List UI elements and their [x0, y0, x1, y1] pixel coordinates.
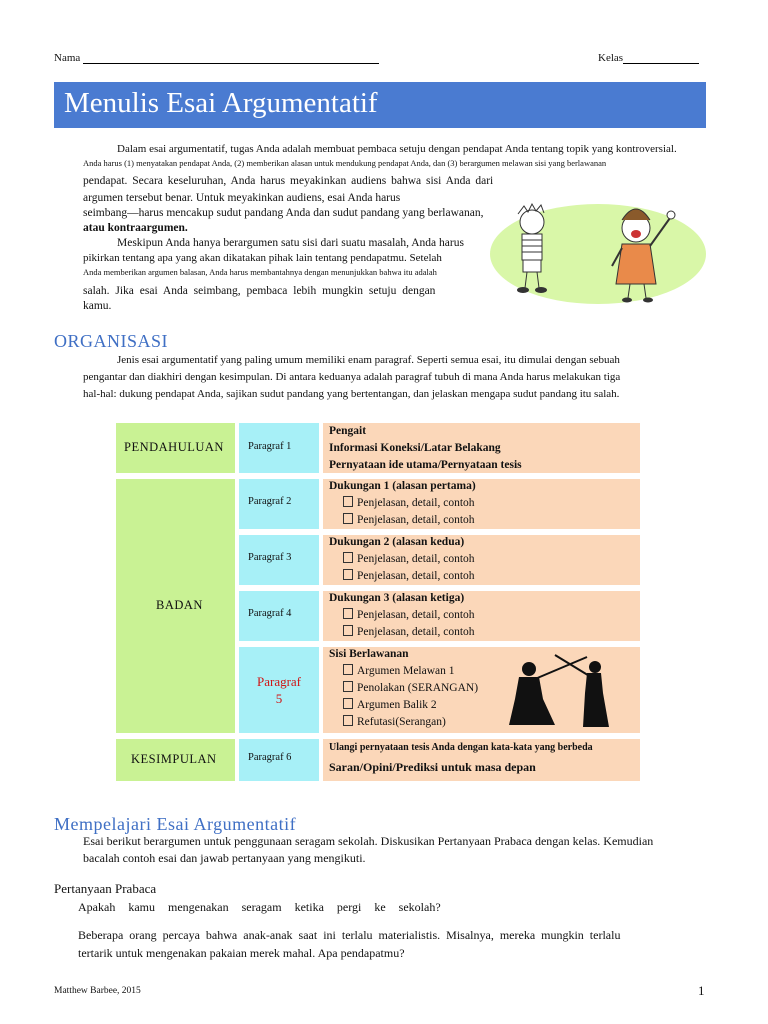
name-field [54, 52, 379, 64]
prereading-question-2a: Beberapa orang percaya bahwa anak-anak saat ini terlalu materialistis. Misalnya, mereka mungkin terlalu [78, 928, 621, 942]
footer-author: Matthew Barbee, 2015 [54, 986, 141, 996]
para-4-title: Dukungan 3 (alasan ketiga) [329, 592, 465, 604]
para-1-cell [239, 423, 319, 473]
checkbox-icon [343, 715, 353, 726]
para-5-bullet-2: Penolakan (SERANGAN) [343, 680, 478, 697]
study-heading: Mempelajari Esai Argumentatif [54, 814, 297, 834]
organisasi-line-3: hal-hal: dukung pendapat Anda, sajikan sudut pandang yang bertentangan, dan jelaskan mengapa sudut pandang itu salah. [83, 388, 620, 400]
checkbox-icon [343, 569, 353, 580]
para-4-content [323, 591, 640, 641]
checkbox-icon [343, 698, 353, 709]
para-5-title: Sisi Berlawanan [329, 648, 409, 660]
prereading-heading: Pertanyaan Prabaca [54, 881, 157, 896]
para-1-line-2: Informasi Koneksi/Latar Belakang [329, 442, 501, 454]
para-4-bullet-1: Penjelasan, detail, contoh [343, 607, 475, 624]
checkbox-icon [343, 552, 353, 563]
para-2-label: Paragraf 2 [248, 496, 292, 507]
intro-line-3: pendapat. Secara keseluruhan, Anda harus meyakinkan audiens bahwa sisi Anda dari [83, 175, 494, 187]
para-5-bullet-1: Argumen Melawan 1 [343, 663, 455, 680]
organisasi-line-2: pengantar dan diakhiri dengan kesimpulan. Di antara keduanya adalah paragraf tubuh di mana Anda harus melakukan tiga [83, 371, 621, 383]
checkbox-icon [343, 608, 353, 619]
checkbox-icon [343, 625, 353, 636]
checkbox-icon [343, 681, 353, 692]
para-1-content [323, 423, 640, 473]
para-5-bullet-3: Argumen Balik 2 [343, 697, 437, 714]
class-field [598, 52, 699, 64]
para-3-bullet-2: Penjelasan, detail, contoh [343, 568, 475, 585]
para-5-label [239, 673, 319, 707]
para-3-cell [239, 535, 319, 585]
para-1-line-1: Pengait [329, 425, 367, 437]
para-3-label: Paragraf 3 [248, 552, 292, 563]
page-number: 1 [698, 983, 705, 998]
intro-line-6: atau kontraargumen. [83, 222, 188, 234]
para-5-bullet-4: Refutasi(Serangan) [343, 714, 446, 731]
prereading-question-1: Apakah kamu mengenakan seragam ketika pergi ke sekolah? [78, 900, 441, 914]
intro-line-8: pikirkan tentang apa yang akan dikatakan pihak lain tentang pendapatmu. Setelah [83, 252, 442, 264]
intro-line-2: Anda harus (1) menyatakan pendapat Anda, (2) memberikan alasan untuk mendukung pendapat Anda, dan (3) berargumen melawan sisi yang berlawanan [83, 158, 607, 168]
section-conclusion-label: KESIMPULAN [131, 752, 217, 766]
name-label: Nama [54, 52, 81, 64]
study-line-2: bacalah contoh esai dan jawab pertanyaan yang mengikuti. [83, 851, 366, 865]
section-intro-label: PENDAHULUAN [124, 440, 224, 454]
para-3-bullet-1: Penjelasan, detail, contoh [343, 551, 475, 568]
study-line-1: Esai berikut berargumen untuk penggunaan seragam sekolah. Diskusikan Pertanyaan Prabaca dengan kelas. Kemudian [83, 834, 654, 848]
para-6-line-1: Ulangi pernyataan tesis Anda dengan kata-kata yang berbeda [329, 742, 593, 753]
prereading-question-2b: tertarik untuk mengenakan pakaian merek mahal. Apa pendapatmu? [78, 946, 405, 960]
para-4-cell [239, 591, 319, 641]
intro-line-5: seimbang—harus mencakup sudut pandang Anda dan sudut pandang yang berlawanan, [83, 207, 484, 219]
class-label: Kelas [598, 52, 624, 64]
para-5-cell [239, 647, 319, 733]
para-6-content [323, 739, 640, 781]
para-3-content [323, 535, 640, 585]
intro-line-1: Dalam esai argumentatif, tugas Anda adalah membuat pembaca setuju dengan pendapat Anda tentang topik yang kontroversial. [117, 143, 677, 155]
name-line[interactable] [83, 52, 379, 64]
para-2-bullet-1: Penjelasan, detail, contoh [343, 495, 475, 512]
intro-line-7: Meskipun Anda hanya berargumen satu sisi dari suatu masalah, Anda harus [117, 237, 464, 249]
organisasi-line-1: Jenis esai argumentatif yang paling umum memiliki enam paragraf. Seperti semua esai, itu dimulai dengan sebuah [117, 354, 620, 366]
para-4-bullet-2: Penjelasan, detail, contoh [343, 624, 475, 641]
para-2-content [323, 479, 640, 529]
para-6-label: Paragraf 6 [248, 752, 292, 763]
para-2-bullet-2: Penjelasan, detail, contoh [343, 512, 475, 529]
para-4-label: Paragraf 4 [248, 608, 292, 619]
intro-line-10: salah. Jika esai Anda seimbang, pembaca lebih mungkin setuju dengan [83, 285, 436, 297]
checkbox-icon [343, 513, 353, 524]
section-intro [116, 423, 235, 473]
para-5-label-word: Paragraf [256, 674, 302, 689]
page-title: Menulis Esai Argumentatif [64, 87, 378, 119]
class-line[interactable] [623, 52, 699, 64]
intro-line-4: argumen tersebut benar. Untuk meyakinkan audiens, esai Anda harus [83, 192, 401, 204]
organisasi-heading: ORGANISASI [54, 331, 169, 351]
section-body [116, 479, 235, 733]
section-conclusion [116, 739, 235, 781]
para-5-content [323, 647, 640, 733]
section-body-label: BADAN [156, 598, 203, 612]
intro-line-11: kamu. [83, 300, 112, 312]
para-6-cell [239, 739, 319, 781]
intro-line-9: Anda memberikan argumen balasan, Anda harus membantahnya dengan menunjukkan bahwa itu adalah [83, 267, 437, 277]
para-1-label: Paragraf 1 [248, 441, 292, 452]
para-6-line-2: Saran/Opini/Prediksi untuk masa depan [329, 760, 536, 774]
para-5-label-number: 5 [275, 691, 283, 706]
para-3-title: Dukungan 2 (alasan kedua) [329, 536, 465, 548]
para-2-title: Dukungan 1 (alasan pertama) [329, 480, 476, 492]
arguing-kids-illustration [488, 188, 708, 306]
checkbox-icon [343, 496, 353, 507]
para-2-cell [239, 479, 319, 529]
checkbox-icon [343, 664, 353, 675]
para-1-line-3: Pernyataan ide utama/Pernyataan tesis [329, 459, 522, 471]
kendo-fencers-illustration [491, 653, 621, 731]
